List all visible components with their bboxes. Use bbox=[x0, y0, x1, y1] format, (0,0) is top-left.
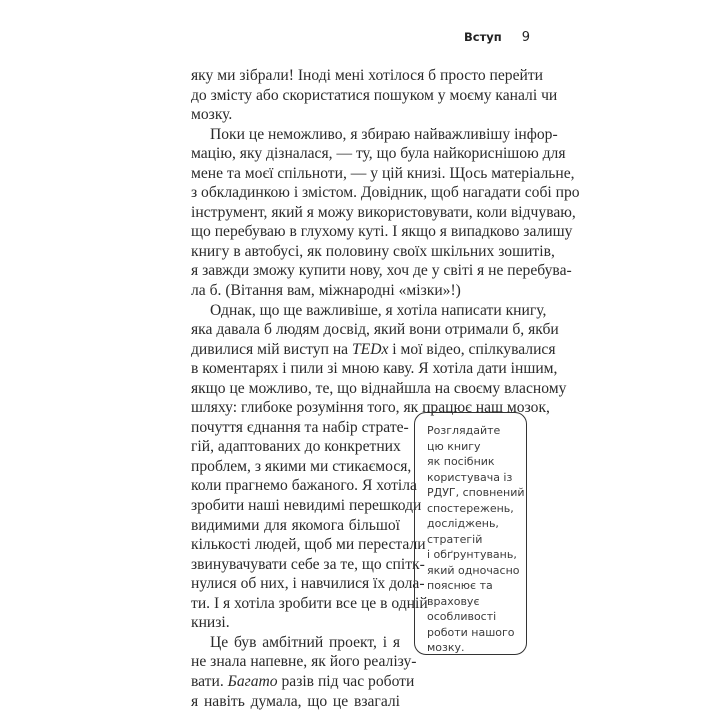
text-line: я завжди зможу купити нову, хоч де у світі я не перебува- bbox=[191, 262, 572, 280]
text-line bbox=[191, 340, 556, 360]
text-line: до змісту або скористатися пошуком у моєму каналі чи bbox=[191, 86, 558, 104]
text-line: книзі. bbox=[191, 614, 230, 632]
text-line: якщо це можливо, те, що віднайшла на своєму власному bbox=[191, 379, 567, 397]
pull-quote-line: Розглядайте bbox=[427, 424, 501, 437]
text-line: ти. І я хотіла зробити все це в одній bbox=[191, 594, 428, 612]
text-fragment: вати. bbox=[191, 672, 228, 690]
pull-quote-line: досліджень, bbox=[427, 517, 499, 530]
pull-quote-line: цю книгу bbox=[427, 439, 481, 453]
pull-quote-line: як посібник bbox=[427, 455, 495, 468]
text-fragment: і мої відео, спілкувалися bbox=[388, 340, 556, 358]
text-line: книгу в автобусі, як половину своїх шкільних зошитів, bbox=[191, 242, 555, 260]
pull-quote-line: і обґрунтувань, bbox=[427, 548, 517, 561]
text-line: зробити наші невидимі перешкоди bbox=[191, 497, 422, 515]
text-line: не знала напевне, як його реалізу- bbox=[191, 653, 417, 671]
text-line: інструмент, який я можу використовувати, коли відчуваю, bbox=[191, 203, 576, 221]
text-line: мозку. bbox=[191, 106, 233, 124]
text-line: з обкладинкою і змістом. Довідник, щоб нагадати собі про bbox=[191, 184, 580, 202]
pull-quote-line: особливості bbox=[427, 610, 497, 623]
page-number: 9 bbox=[521, 30, 530, 45]
text-line: видимими для якомога більшої bbox=[191, 516, 400, 534]
text-line: в коментарях і пили зі мною каву. Я хотіла дати іншим, bbox=[191, 360, 558, 378]
text-fragment: разів під час роботи bbox=[277, 672, 415, 690]
text-line: мацію, яку дізналася, — ту, що була найкориснішою для bbox=[191, 145, 566, 163]
text-line: яку ми зібрали! Іноді мені хотілося б просто перейти bbox=[191, 67, 544, 84]
text-line: яка давала б людям досвід, який вони отримали б, якби bbox=[191, 321, 559, 339]
pull-quote-line: роботи нашого bbox=[427, 625, 515, 639]
text-fragment: дивилися мій виступ на bbox=[191, 340, 352, 358]
text-line: що перебуваю в глухому куті. І якщо я випадково залишу bbox=[191, 223, 573, 241]
pull-quote-line: пояснює та bbox=[427, 579, 493, 592]
text-line: мене та моєї спільноти, — у цій книзі. Щось матеріальне, bbox=[191, 164, 575, 182]
text-line: проблем, з якими ми стикаємося, bbox=[191, 457, 412, 475]
text-line: нулися об них, і навчилися їх дола- bbox=[191, 575, 425, 593]
text-line: я навіть думала, що це взагалі bbox=[191, 692, 400, 710]
italic-term: TEDx bbox=[352, 340, 389, 358]
text-line: Однак, що ще важливіше, я хотіла написати книгу, bbox=[210, 301, 547, 319]
text-line: почуття єднання та набір страте- bbox=[191, 418, 409, 436]
text-line: гій, адаптованих до конкретних bbox=[191, 438, 401, 456]
pull-quote-line: РДУГ, сповнений bbox=[427, 486, 525, 499]
text-line: шляху: глибоке розуміння того, як працює наш мозок, bbox=[191, 399, 550, 417]
running-head bbox=[190, 30, 530, 45]
pull-quote-line: стратегій bbox=[427, 532, 483, 546]
text-line bbox=[191, 672, 415, 692]
pull-quote-line: мозку. bbox=[427, 641, 465, 654]
text-line: кількості людей, щоб ми перестали bbox=[191, 536, 426, 554]
text-line: ла б. (Вітання вам, міжнародні «мізки»!) bbox=[191, 282, 461, 300]
pull-quote-box bbox=[414, 412, 527, 655]
pull-quote-line: спостережень, bbox=[427, 501, 514, 515]
pull-quote-line: який одночасно bbox=[427, 563, 520, 577]
chapter-title: Вступ bbox=[464, 30, 502, 44]
text-line: звинувачувати себе за те, що спітк- bbox=[191, 555, 425, 573]
pull-quote-line: враховує bbox=[427, 594, 480, 608]
text-line: Це був амбітний проект, і я bbox=[210, 633, 400, 651]
text-line: Поки це неможливо, я збираю найважливішу інфор- bbox=[210, 125, 558, 143]
pull-quote-line: користувача із bbox=[427, 470, 513, 484]
italic-term: Багато bbox=[227, 672, 278, 690]
text-line: коли прагнемо бажаного. Я хотіла bbox=[191, 477, 417, 495]
